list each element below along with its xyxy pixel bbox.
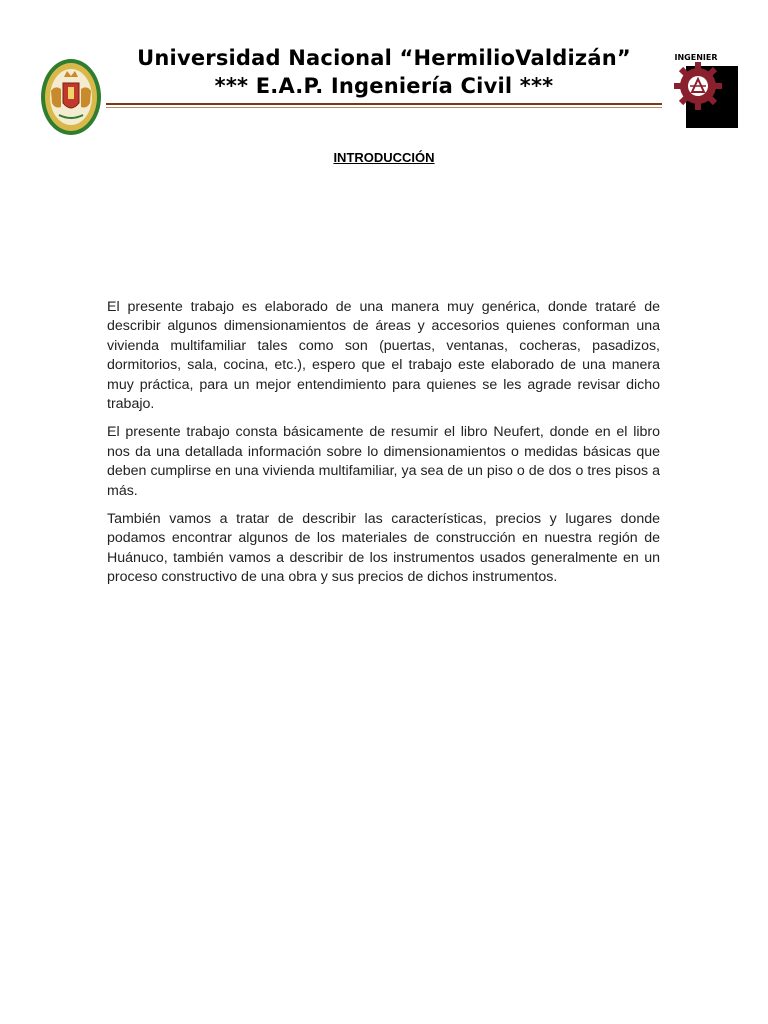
paragraph: También vamos a tratar de describir las características, precios y lugares donde podamos encontrar algunos de los materiales de construcción en nuestra región de Huánuco, también vamos a describir de los instrumentos usados generalmente en un proceso constructivo de una obra y sus precios de dichos instrumentos. [107,511,660,586]
header-title-block [108,44,660,100]
university-seal-icon [39,57,103,137]
section-heading: INTRODUCCIÓN [333,150,435,165]
engineering-gear-logo-icon [668,50,740,130]
school-name: *** E.A.P. Ingeniería Civil *** [214,74,554,98]
document-header [0,0,768,140]
paragraph: El presente trabajo consta básicamente de resumir el libro Neufert, donde en el libro nos da una detallada información sobre lo dimensionamientos o medidas básicas que deben cumplirse en una vivienda multifamiliar, ya sea de un piso o de dos o tres pisos a más. [107,424,660,499]
university-name: Universidad Nacional “HermilioValdizán” [137,46,631,70]
header-rule [106,103,662,105]
header-rule-thin [106,107,662,108]
document-body [107,298,660,597]
paragraph: El presente trabajo es elaborado de una manera muy genérica, donde trataré de describir algunos dimensionamientos de áreas y accesorios quienes conforman una vivienda multifamiliar tales como son (puertas, ventanas, cocheras, pasadizos, dormitorios, sala, cocina, etc.), espero que el trabajo este elaborado de una manera muy práctica, para un mejor entendimiento para quienes se les agrade revisar dicho trabajo. [107,299,660,413]
logo-lettering: INGENIER [674,53,718,62]
